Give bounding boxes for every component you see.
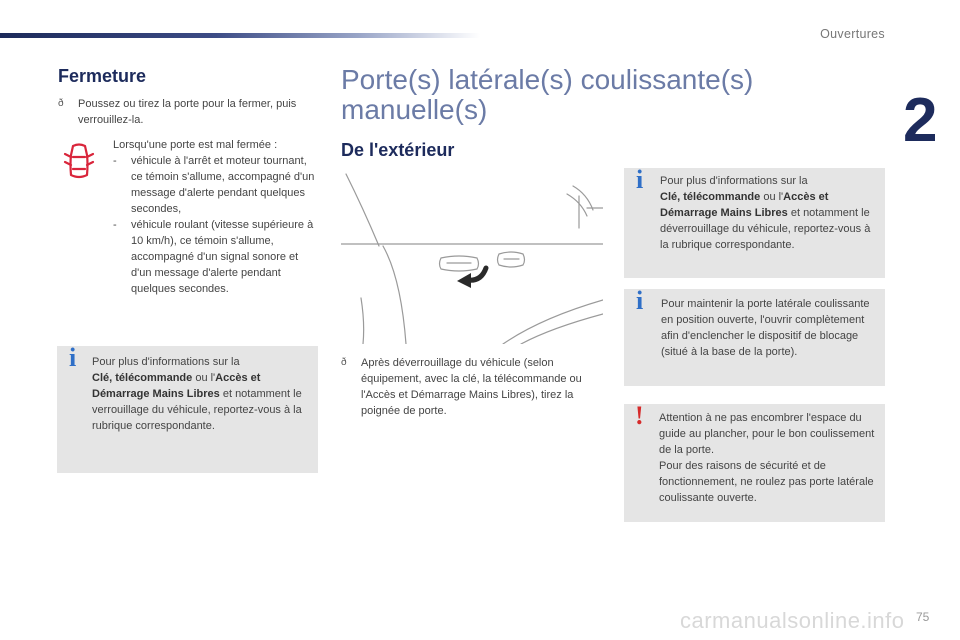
fermeture-bullet (58, 96, 308, 128)
info-bold: Accès et Démarrage Mains Libres (92, 372, 261, 400)
bullet-arrow-icon: ð (341, 357, 347, 368)
info-icon: i (636, 286, 644, 315)
section-title: Ouvertures (820, 27, 885, 41)
watermark-text: carmanualsonline.info (680, 608, 905, 633)
fermeture-bullet-text: Poussez ou tirez la porte pour la fermer, puis verrouillez-la. (78, 98, 297, 126)
info-box-hold-open (624, 286, 885, 386)
chapter-number: 2 (903, 86, 938, 155)
bullet-arrow-icon: ð (58, 98, 64, 109)
warning-box-text (659, 410, 876, 506)
unlock-bullet (341, 355, 603, 419)
alert-item-driving: - véhicule roulant (vitesse supérieure à 10 km/h), ce témoin s'allume, accompagné d'un signal sonore et d'un message d'alerte pendant quelques secondes. (113, 219, 314, 295)
info-text: et notamment le déverrouillage du véhicule, reportez-vous à la rubrique correspondante. (660, 207, 871, 251)
subtitle-exterior: De l'extérieur (341, 140, 455, 160)
door-open-alert-icon (62, 142, 96, 182)
door-alert-description (113, 137, 321, 297)
info-box-lock-text (92, 354, 307, 434)
alert-item-text: véhicule à l'arrêt et moteur tournant, ce témoin s'allume, accompagné d'un message d'alerte pendant quelques secondes, (131, 155, 315, 215)
unlock-bullet-text: Après déverrouillage du véhicule (selon équipement, avec la clé, la télécommande ou l'Accès et Démarrage Mains Libres), tirez la poignée de porte. (361, 357, 582, 417)
info-text: Pour plus d'informations sur la (660, 175, 808, 187)
info-bold: Clé, télécommande (92, 372, 193, 384)
info-box-hold-open-text: Pour maintenir la porte latérale coulissante en position ouverte, l'ouvrir complètement afin d'enclencher le dispositif de blocage (situé à la base de la porte). (661, 298, 870, 358)
alert-item-text: véhicule roulant (vitesse supérieure à 10 km/h), ce témoin s'allume, accompagné d'un signal sonore et d'un message d'alerte pendant quelques secondes. (131, 219, 314, 295)
info-bold: Accès et Démarrage Mains Libres (660, 191, 829, 219)
info-text: ou l' (192, 372, 216, 384)
info-box-unlock (624, 165, 885, 278)
info-text: ou l' (760, 191, 784, 203)
header-gradient-bar (0, 33, 480, 38)
info-box-lock (57, 343, 318, 473)
alert-item-stationary: - véhicule à l'arrêt et moteur tournant, ce témoin s'allume, accompagné d'un message d'alerte pendant quelques secondes, (113, 155, 315, 215)
sliding-door-handle-illustration (341, 168, 603, 344)
info-text: Pour plus d'informations sur la (92, 356, 240, 368)
info-bold: Clé, télécommande (660, 191, 761, 203)
page-number: 75 (916, 610, 930, 624)
alert-intro: Lorsqu'une porte est mal fermée : (113, 139, 278, 151)
info-icon: i (69, 343, 77, 372)
page-title: Porte(s) latérale(s) coulissante(s) manuelle(s) (341, 64, 754, 125)
warning-exclamation-icon: ! (635, 401, 644, 430)
fermeture-heading: Fermeture (58, 66, 147, 86)
info-box-unlock-text (660, 173, 875, 253)
info-text: et notamment le verrouillage du véhicule, reportez-vous à la rubrique correspondante. (92, 388, 302, 432)
warning-box (624, 401, 885, 522)
info-icon: i (636, 165, 644, 194)
warning-text: Attention à ne pas encombrer l'espace du guide au plancher, pour le bon coulissement de la porte. (659, 412, 875, 456)
warning-text: Pour des raisons de sécurité et de fonctionnement, ne roulez pas porte latérale coulissante ouverte. (659, 460, 874, 504)
